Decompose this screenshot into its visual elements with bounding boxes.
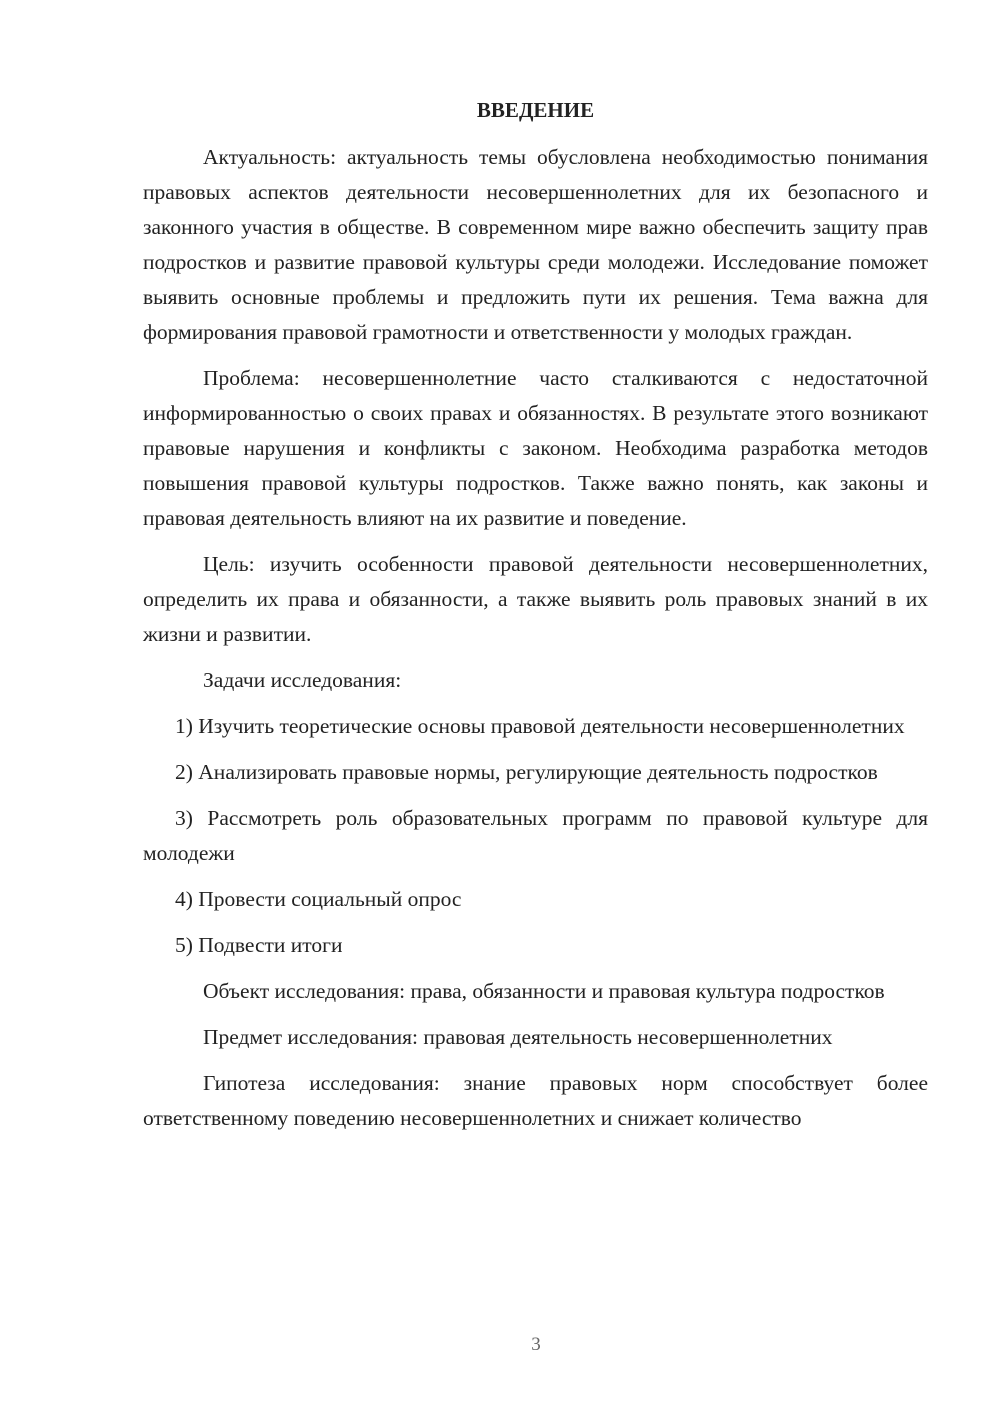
relevance-paragraph: Актуальность: актуальность темы обусловлена необходимостью понимания правовых аспектов деятельности несовершеннолетних для их безопасного и законного участия в обществе. В современном мире важно обеспечить защиту прав подростков и развитие правовой культуры среди молодежи. Исследование поможет выявить основные проблемы и предложить пути их решения. Тема важна для формирования правовой грамотности и ответственности у молодых граждан. <box>143 145 928 344</box>
task-item-1: 1) Изучить теоретические основы правовой деятельности несовершеннолетних <box>175 714 905 738</box>
page-number: 3 <box>531 1334 541 1355</box>
goal-paragraph: Цель: изучить особенности правовой деятельности несовершеннолетних, определить их права и обязанности, а также выявить роль правовых знаний в их жизни и развитии. <box>143 552 928 646</box>
document-page <box>143 95 928 1136</box>
section-heading: ВВЕДЕНИЕ <box>476 98 595 122</box>
hypothesis-paragraph: Гипотеза исследования: знание правовых норм способствует более ответственному поведению несовершеннолетних и снижает количество <box>143 1071 928 1130</box>
tasks-title: Задачи исследования: <box>203 668 402 692</box>
task-item-3: 3) Рассмотреть роль образовательных программ по правовой культуре для молодежи <box>143 806 928 865</box>
problem-paragraph: Проблема: несовершеннолетние часто сталкиваются с недостаточной информированностью о своих правах и обязанностях. В результате этого возникают правовые нарушения и конфликты с законом. Необходима разработка методов повышения правовой культуры подростков. Также важно понять, как законы и правовая деятельность влияют на их развитие и поведение. <box>143 366 928 530</box>
task-item-4: 4) Провести социальный опрос <box>175 887 462 911</box>
object-paragraph: Объект исследования: права, обязанности и правовая культура подростков <box>203 979 885 1003</box>
task-item-5: 5) Подвести итоги <box>175 933 343 957</box>
subject-paragraph: Предмет исследования: правовая деятельность несовершеннолетних <box>203 1025 833 1049</box>
task-item-2: 2) Анализировать правовые нормы, регулирующие деятельность подростков <box>175 760 878 784</box>
